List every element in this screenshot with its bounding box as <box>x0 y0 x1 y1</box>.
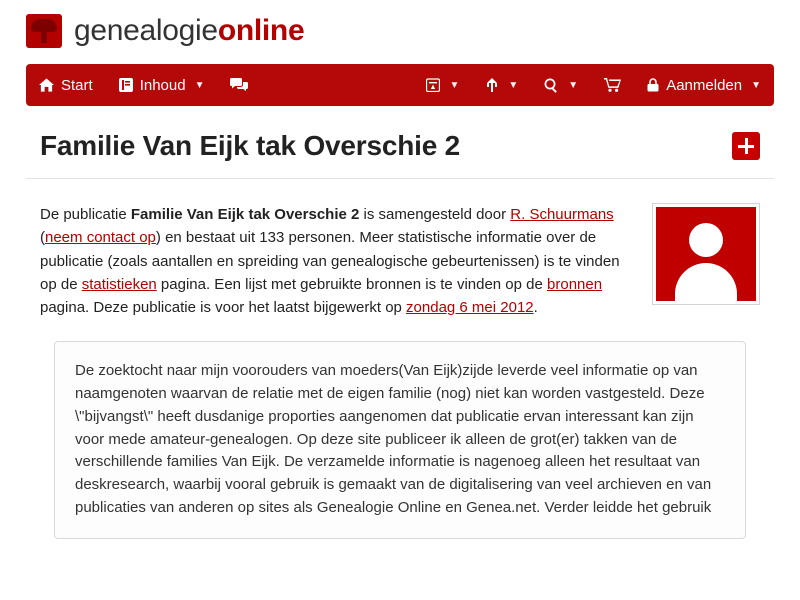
user-avatar-icon <box>656 207 756 301</box>
contact-link[interactable]: neem contact op <box>45 229 156 247</box>
tree-logo-icon[interactable] <box>26 14 62 48</box>
nav-label-aanmelden: Aanmelden <box>666 76 743 94</box>
author-link[interactable]: R. Schuurmans <box>510 206 614 223</box>
main-navbar <box>26 64 774 106</box>
page-title: Familie Van Eijk tak Overschie 2 <box>40 130 461 161</box>
shopping-cart-icon <box>604 78 621 92</box>
nav-item-comments[interactable] <box>217 64 268 106</box>
intro-seg2: is samengesteld door <box>359 206 511 223</box>
comments-icon <box>230 78 248 92</box>
intro-seg5: pagina. Een lijst met gebruikte bronnen is te vinden op de <box>156 275 548 293</box>
nav-item-cart[interactable] <box>591 64 634 106</box>
brand-header <box>0 0 800 58</box>
intro-seg4: ) en bestaat uit 133 personen. Meer statistische informatie over de publicatie (zoals aantallen en spreiding van genealogische gebeurtenissen) is te vinden op de <box>40 229 620 293</box>
chevron-down-icon: ▼ <box>508 79 519 91</box>
intro-section <box>40 179 760 319</box>
main-content <box>26 179 774 539</box>
brand-title-light: genealogie <box>74 14 218 47</box>
tree-branch-icon <box>485 78 499 92</box>
intro-seg1: De publicatie <box>40 206 131 223</box>
nav-right-group <box>413 64 774 106</box>
nav-item-start[interactable] <box>26 64 106 106</box>
nav-item-search[interactable] <box>531 64 591 106</box>
sources-link[interactable]: bronnen <box>547 275 603 293</box>
plus-icon[interactable] <box>732 132 760 160</box>
nav-item-inhoud[interactable] <box>106 64 218 106</box>
nav-label-start: Start <box>61 76 93 94</box>
chevron-down-icon: ▼ <box>194 79 205 91</box>
nav-item-calendar[interactable] <box>413 64 472 106</box>
avatar[interactable] <box>652 203 760 305</box>
intro-seg3: ( <box>40 229 45 247</box>
nav-item-aanmelden[interactable] <box>634 64 774 106</box>
brand-title[interactable] <box>74 16 304 46</box>
intro-seg6: pagina. Deze publicatie is voor het laatst bijgewerkt op <box>40 299 407 316</box>
calendar-day-icon <box>426 78 440 92</box>
publication-name: Familie Van Eijk tak Overschie 2 <box>130 206 360 223</box>
search-icon <box>544 78 559 93</box>
page-title-row <box>26 106 774 179</box>
chevron-down-icon: ▼ <box>449 79 460 91</box>
intro-seg7: . <box>533 299 538 316</box>
nav-label-inhoud: Inhoud <box>139 76 186 94</box>
statistics-link[interactable]: statistieken <box>81 275 157 293</box>
description-text: De zoektocht naar mijn voorouders van moeders(Van Eijk)zijde leverde veel informatie op van naamgenoten waarvan de relatie met de eigen familie (nog) niet kan worden vastgesteld. Deze \"bijvangst\" heeft dusdanige proporties aangenomen dat publicatie ervan interessant kan zijn voor mede amateur-genealogen. Op deze site publiceer ik alleen de grot(er) takken van de verschillende families Van Eijk. De verzamelde informatie is nagenoeg alleen het resultaat van deskresearch, waarbij vooral gebruik is gemaakt van de digitalisering van veel archieven en van publicaties van anderen op sites als Genealogie Online en Genea.net. Verder leidde het gebruik <box>75 362 712 517</box>
lock-icon <box>647 78 659 92</box>
chevron-down-icon: ▼ <box>751 79 761 91</box>
description-box <box>54 341 746 539</box>
intro-paragraph <box>40 203 632 319</box>
updated-date-link[interactable]: zondag 6 mei 2012 <box>406 299 534 316</box>
book-icon <box>119 78 133 92</box>
nav-spacer <box>268 64 413 106</box>
brand-title-bold: online <box>217 14 305 47</box>
home-icon <box>39 78 54 92</box>
nav-item-tree[interactable] <box>472 64 531 106</box>
chevron-down-icon: ▼ <box>568 79 579 91</box>
